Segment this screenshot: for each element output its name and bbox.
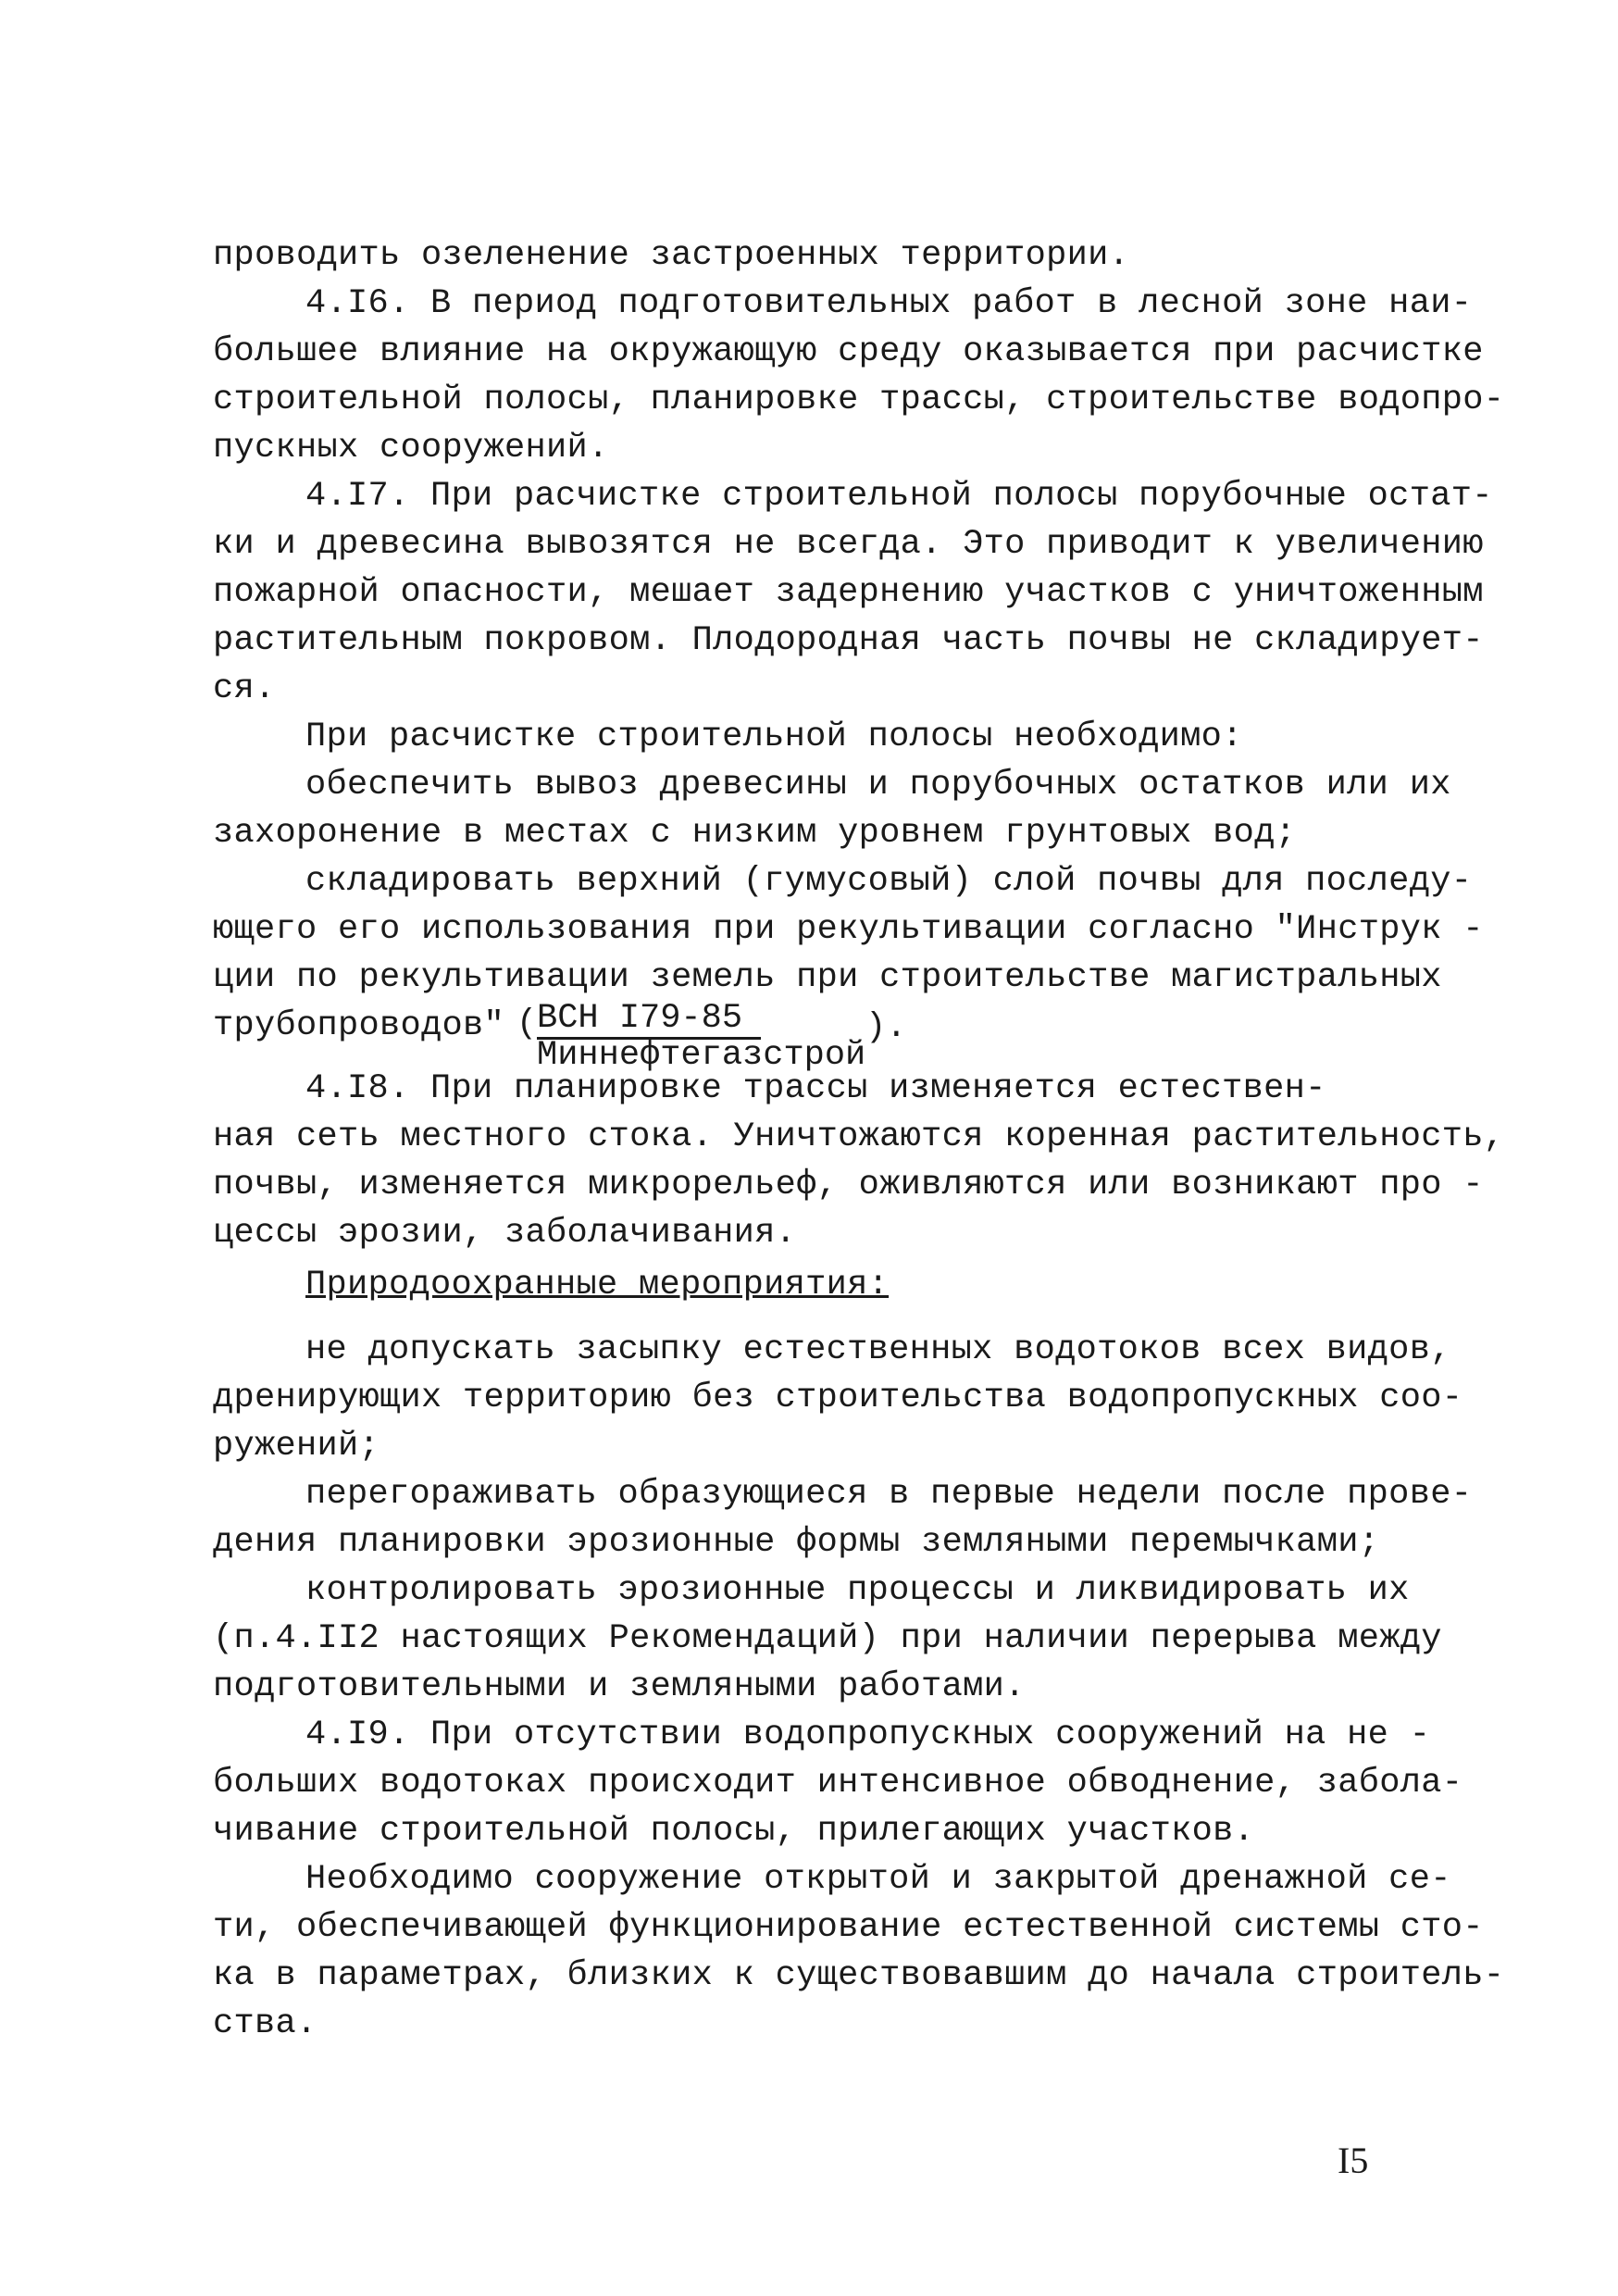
citation-numerator: ВСН I79-85 — [537, 1000, 761, 1040]
text-line: ружений; — [213, 1427, 380, 1466]
text-line: ка в параметрах, близких к существовавшим до начала строитель- — [213, 1956, 1505, 1995]
text-line: почвы, изменяется микрорельеф, оживляются или возникают про - — [213, 1166, 1484, 1204]
text-line: пускных сооружений. — [213, 429, 609, 468]
text-line: ти, обеспечивающей функционирование естественной системы сто- — [213, 1908, 1484, 1947]
paragraph-4-18-start: 4.I8. При планировке трассы изменяется естествен- — [305, 1069, 1326, 1108]
text-line: дренирующих территорию без строительства водопропускных соо- — [213, 1379, 1463, 1417]
text-line: ющего его использования при рекультивации согласно "Инструк - — [213, 910, 1484, 949]
citation-open-paren: ( — [517, 1004, 538, 1043]
paragraph-4-17-start: 4.I7. При расчистке строительной полосы порубочные остат- — [305, 477, 1493, 516]
text-line: ки и древесина вывозятся не всегда. Это приводит к увеличению — [213, 525, 1484, 564]
text-line: дения планировки эрозионные формы земляными перемычками; — [213, 1523, 1380, 1562]
text-line: захоронение в местах с низким уровнем грунтовых вод; — [213, 814, 1297, 853]
text-line: подготовительными и земляными работами. — [213, 1667, 1026, 1706]
text-line: больших водотоках происходит интенсивное обводнение, забола- — [213, 1764, 1463, 1803]
text-line: (п.4.II2 настоящих Рекомендаций) при наличии перерыва между — [213, 1619, 1442, 1658]
text-line: строительной полосы, планировке трассы, строительстве водопро- — [213, 381, 1505, 419]
text-line: проводить озеленение застроенных территории. — [213, 236, 1130, 275]
text-line: ся. — [213, 669, 276, 708]
text-line: большее влияние на окружающую среду оказывается при расчистке — [213, 332, 1484, 371]
paragraph-4-19-start: 4.I9. При отсутствии водопропускных сооружений на не - — [305, 1716, 1431, 1754]
citation-denominator: Миннефтегазстрой — [537, 1036, 866, 1075]
section-heading: Природоохранные мероприятия: — [305, 1266, 890, 1304]
list-item: обеспечить вывоз древесины и порубочных остатков или их — [305, 766, 1451, 805]
text-line: Необходимо сооружение открытой и закрытой дренажной се- — [305, 1860, 1451, 1899]
paragraph-4-16-start: 4.I6. В период подготовительных работ в лесной зоне наи- — [305, 284, 1473, 323]
citation-close-paren: ). — [865, 1008, 907, 1047]
text-line: ства. — [213, 2004, 317, 2043]
list-item: перегораживать образующиеся в первые недели после прове- — [305, 1475, 1473, 1514]
list-item: не допускать засыпку естественных водотоков всех видов, — [305, 1330, 1451, 1369]
text-line: чивание строительной полосы, прилегающих участков. — [213, 1812, 1255, 1851]
list-item: контролировать эрозионные процессы и ликвидировать их — [305, 1571, 1410, 1610]
list-item: складировать верхний (гумусовый) слой почвы для последу- — [305, 862, 1473, 901]
text-line: ная сеть местного стока. Уничтожаются коренная растительность, — [213, 1117, 1505, 1156]
text-line: трубопроводов" — [213, 1006, 505, 1045]
text-line: растительным покровом. Плодородная часть почвы не складирует- — [213, 621, 1484, 660]
text-line: пожарной опасности, мешает задернению участков с уничтоженным — [213, 573, 1484, 612]
text-line: При расчистке строительной полосы необходимо: — [305, 718, 1243, 756]
text-line: ции по рекультивации земель при строительстве магистральных — [213, 958, 1442, 997]
page-number: I5 — [1338, 2140, 1369, 2181]
text-line: цессы эрозии, заболачивания. — [213, 1214, 797, 1253]
